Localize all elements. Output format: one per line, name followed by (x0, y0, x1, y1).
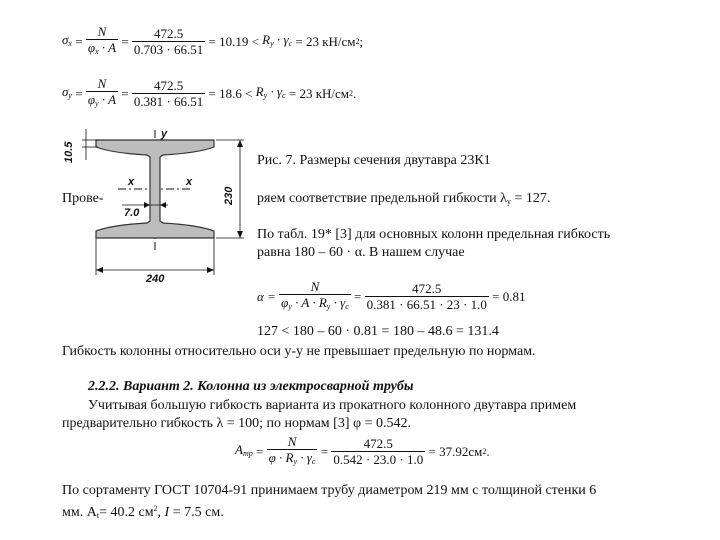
limit-value: = 23 кН/см (295, 34, 356, 49)
axis-x-left-label: x (128, 176, 135, 188)
result-value: = 10.19 < (208, 34, 259, 49)
result-value: = 37.92см (428, 444, 483, 459)
formula-area (235, 434, 490, 469)
sigma-sub: x (68, 39, 72, 48)
equals: = (354, 289, 362, 304)
limit-value: = 23 кН/см (288, 86, 350, 101)
numerator: N (267, 434, 318, 450)
dim-web-label: 7.0 (124, 207, 140, 219)
r-symbol: R (255, 84, 264, 99)
phi-sub: y (288, 302, 292, 311)
unit-sup: 2 (482, 447, 487, 456)
result-value: = 0.81 (492, 289, 526, 304)
area-symbol: · A (101, 92, 117, 107)
numerator: N (86, 76, 118, 92)
check-text-main: ряем соответствие предельной гибкости λ (257, 191, 507, 206)
para1-line2: предварительно гибкость λ = 100; по нормам [3] φ = 0.542. (62, 416, 411, 431)
r-sub: y (263, 91, 268, 100)
i-symbol: I (164, 505, 170, 520)
r-symbol: R (262, 32, 271, 47)
fraction-symbolic (86, 24, 118, 59)
phi-symbol: φ (281, 295, 289, 310)
gamma-symbol: · γ (300, 450, 312, 465)
area-sub: t (96, 511, 100, 520)
phi-sub: x (95, 47, 99, 56)
unit-sup: 2 (153, 504, 158, 513)
result-value: = 18.6 < (208, 86, 253, 101)
gamma-symbol: · γ (276, 32, 289, 47)
sigma-sub: y (68, 91, 72, 100)
para2-c: , (157, 505, 165, 520)
check-text-right (257, 190, 550, 210)
fraction-symbolic (279, 279, 351, 314)
denominator-value: 0.542 · 23.0 · 1.0 (333, 452, 424, 467)
denominator-value: 0.703 · 66.51 (133, 42, 204, 57)
figure-caption: Рис. 7. Размеры сечения двутавра 23К1 (257, 153, 491, 168)
numerator-value: 472.5 (365, 281, 489, 297)
para2-d: = 7.5 см. (169, 505, 224, 520)
denominator-value: 0.381 · 66.51 · 23 · 1.0 (366, 297, 487, 312)
gamma-sub: c (288, 39, 293, 48)
area-sub: тр (242, 449, 253, 458)
numerator-value: 472.5 (331, 436, 425, 452)
punctuation: . (353, 86, 357, 101)
fraction-numeric (365, 281, 489, 312)
check-text-left: Прове- (62, 191, 104, 206)
unit-sup: 2 (349, 89, 354, 98)
area-symbol: · A (101, 40, 117, 55)
r-sub: y (270, 39, 274, 48)
fraction-symbolic (86, 76, 118, 111)
para2-line1: По сортаменту ГОСТ 10704-91 принимаем трубу диаметром 219 мм с толщиной стенки 6 (62, 483, 597, 498)
phi-sub: y (95, 99, 99, 108)
table-ref-line1: По табл. 19* [3] для основных колонн предельная гибкость (257, 227, 611, 242)
unit-sup: 2 (355, 37, 360, 46)
axis-x-right-label: x (186, 176, 193, 188)
conclusion-text: Гибкость колонны относительно оси y-y не превышает предельную по нормам. (62, 344, 536, 359)
punctuation: ; (359, 34, 364, 49)
numerator-value: 472.5 (132, 26, 205, 42)
fraction-numeric (132, 78, 205, 109)
equals: = (255, 444, 264, 459)
fraction-numeric (132, 26, 205, 57)
den-phi-r: φ · R (268, 450, 294, 465)
sigma-symbol: σ (62, 84, 69, 99)
table-ref-line2: равна 180 – 60 · α. В нашем случае (257, 245, 465, 260)
dim-width-label: 240 (146, 273, 165, 285)
formula-sigma-x: $\sigma_x$ = $\frac{N}{\varphi_x \cdot A}$ = $\frac{472.5}{0.703 \cdot 66.51}$ = 10.19 < $R_y \cdot \gamma_c$ = 23 кН/см 2 ; (62, 24, 364, 57)
punctuation: . (486, 444, 490, 459)
inequality-line: 127 < 180 – 60 · 0.81 = 180 – 48.6 = 131.4 (257, 324, 499, 339)
r-sub: y (326, 302, 331, 311)
gamma-symbol: · γ (333, 295, 346, 310)
dim-flange-label: 10.5 (63, 141, 75, 163)
i-beam-profile (96, 140, 214, 238)
numerator: N (86, 24, 118, 40)
equals: = (320, 444, 329, 459)
axis-y-label: y (161, 128, 168, 140)
formula-alpha (257, 279, 525, 314)
gamma-symbol: · γ (270, 84, 283, 99)
phi-symbol: φ (87, 40, 96, 55)
para2-a: мм. A (62, 505, 97, 520)
fraction-numeric (331, 436, 425, 467)
den-mid: · A · R (295, 295, 327, 310)
phi-symbol: φ (87, 92, 96, 107)
alpha-symbol: α = (257, 289, 276, 304)
denominator-value: 0.381 · 66.51 (133, 94, 204, 109)
lambda-sub: y (506, 197, 511, 206)
gamma-sub: c (345, 302, 349, 311)
para1-line1: Учитывая большую гибкость варианта из прокатного колонного двутавра примем (88, 398, 577, 413)
section-heading: 2.2.2. Вариант 2. Колонна из электросварной трубы (88, 379, 414, 394)
numerator: N (279, 279, 351, 295)
formula-sigma-y: $\sigma_y$ = $\frac{N}{\varphi_y \cdot A}$ = $\frac{472.5}{0.381 \cdot 66.51}$ = 18.6 < $R_y \cdot \gamma_c$ = 23 кН/см 2 . (62, 76, 357, 109)
r-sub: y (293, 457, 298, 466)
fraction-symbolic (267, 434, 318, 469)
para2-line2 (62, 500, 224, 524)
gamma-sub: c (282, 91, 286, 100)
para2-b: = 40.2 см (99, 505, 154, 520)
numerator-value: 472.5 (132, 78, 205, 94)
dim-height-label: 230 (223, 186, 235, 205)
sigma-symbol: σ (62, 32, 69, 47)
area-symbol: A (235, 442, 243, 457)
gamma-sub: c (311, 457, 316, 466)
check-text-tail: = 127. (510, 191, 551, 206)
